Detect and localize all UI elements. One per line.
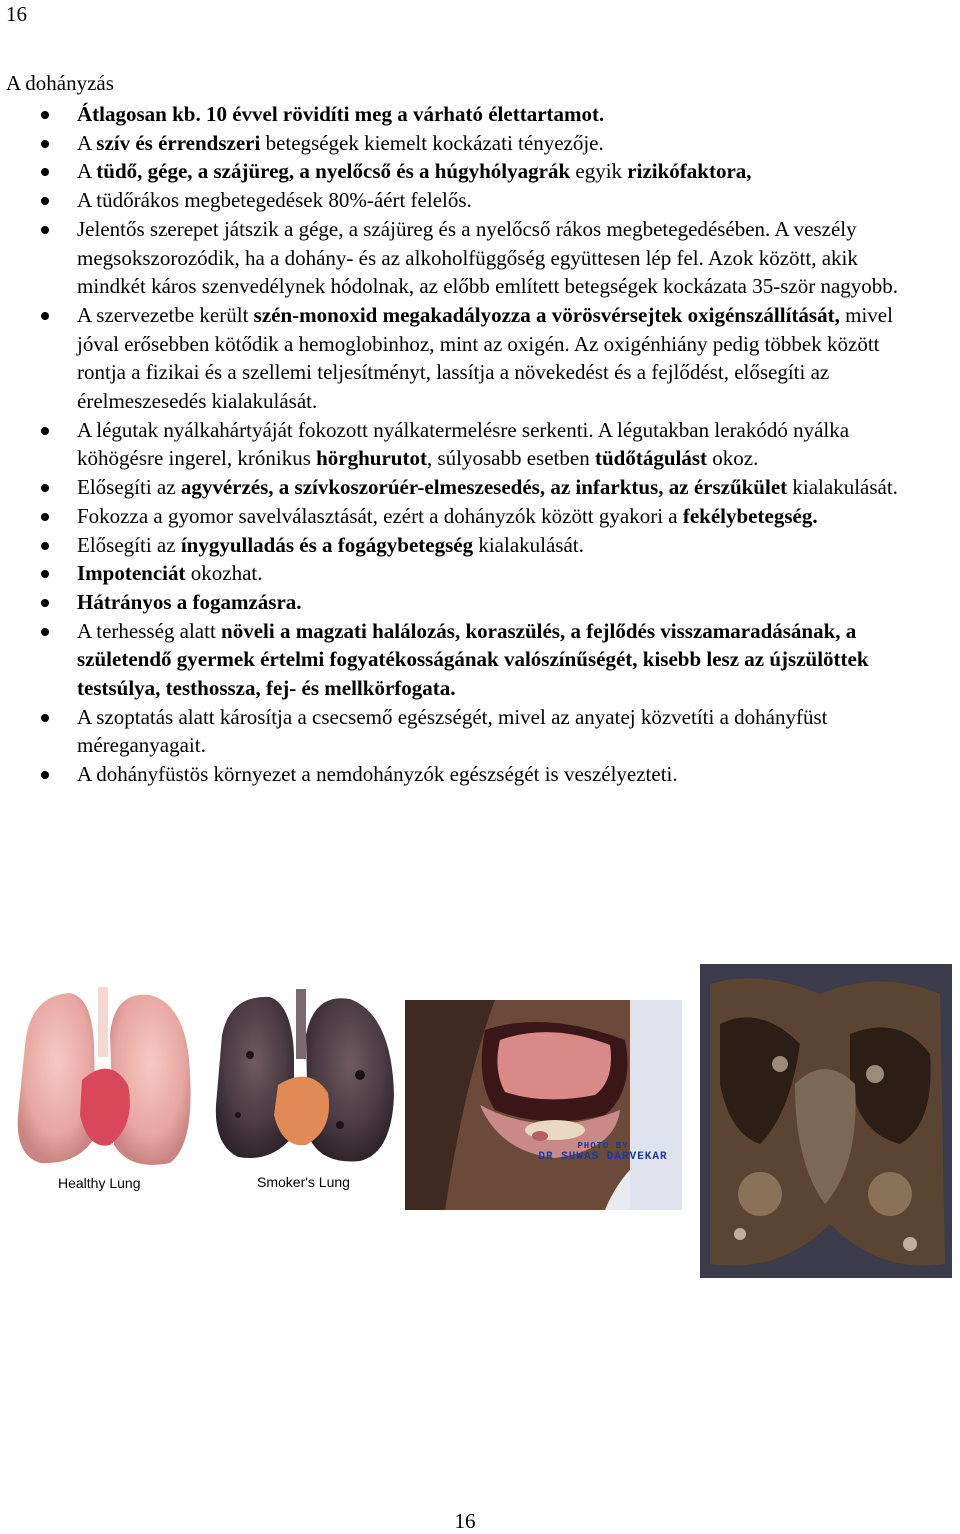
bullet-dot-icon — [41, 570, 49, 578]
bullet-item — [0, 157, 930, 186]
bullet-list — [0, 100, 930, 789]
bullet-dot-icon — [41, 427, 49, 435]
bullet-text: , súlyosabb esetben — [426, 446, 595, 471]
lung-specimen-photo — [700, 964, 952, 1278]
bullet-item — [0, 100, 930, 129]
bullet-dot-icon — [41, 168, 49, 176]
bullet-text-bold: Impotenciát — [77, 561, 186, 586]
bullet-text-bold: ínygyulladás és a fogágybetegség — [180, 532, 474, 557]
bullet-item — [0, 186, 930, 215]
bullet-dot-icon — [41, 771, 49, 779]
bullet-text: okoz. — [707, 446, 759, 471]
bullet-item — [0, 473, 930, 502]
bullet-item — [0, 617, 930, 703]
bullet-item — [0, 129, 930, 158]
bullet-item — [0, 531, 930, 560]
bullet-dot-icon — [41, 226, 49, 234]
bullet-text-bold: szén-monoxid megakadályozza a vörösvérsejtek oxigénszállítását, — [253, 302, 840, 327]
photo-credit-line-2: DR SUWAS DARVEKAR — [538, 1151, 668, 1163]
bullet-text-bold: Hátrányos a fogamzásra. — [77, 589, 302, 614]
bullet-item — [0, 416, 930, 473]
page-number-top: 16 — [6, 2, 27, 26]
bullet-text: Elősegíti az — [77, 475, 181, 500]
bullet-text: egyik — [570, 159, 628, 184]
bullet-dot-icon — [41, 484, 49, 492]
bullet-text: A terhesség alatt — [77, 618, 222, 643]
bullet-text: mivel jóval erősebben kötődik a hemoglobinhoz, mint az oxigén. Az oxigénhiány pedig többek között rontja a fizikai és a szellemi teljesítményt, lassítja a növekedést és a fejlődést, elősegíti az érelmeszesedés kialakulását. — [77, 302, 893, 414]
healthy-lung-image — [18, 987, 191, 1165]
bullet-dot-icon — [41, 197, 49, 205]
bullet-text: okozhat. — [185, 561, 263, 586]
bullet-dot-icon — [41, 599, 49, 607]
bullet-text-bold: rizikófaktora, — [627, 159, 752, 184]
bullet-text-bold: fekélybetegség. — [682, 503, 818, 528]
bullet-text: kialakulását. — [473, 532, 584, 557]
bullet-text-bold: szív és érrendszeri — [96, 130, 261, 155]
bullet-dot-icon — [41, 513, 49, 521]
lungs-illustration — [10, 985, 400, 1200]
healthy-lung-caption: Healthy Lung — [58, 1175, 141, 1191]
bullet-text: A légutak nyálkahártyáját fokozott nyálkatermelésre serkenti. A légutakban lerakódó nyálka köhögésre ingerel, krónikus — [77, 417, 850, 471]
bullet-text-bold: tüdőtágulást — [594, 446, 707, 471]
bullet-text: A tüdőrákos megbetegedések 80%-áért felelős. — [77, 188, 472, 213]
bullet-item — [0, 502, 930, 531]
bullet-item — [0, 215, 930, 301]
bullet-item — [0, 301, 930, 416]
bullet-dot-icon — [41, 542, 49, 550]
mouth-lesion-photo — [405, 1000, 682, 1210]
bullet-item — [0, 588, 930, 617]
photo-credit — [523, 1141, 682, 1163]
bullet-text: A — [77, 159, 97, 184]
bullet-text: Fokozza a gyomor savelválasztását, ezért a dohányzók között gyakori a — [77, 503, 683, 528]
bullet-dot-icon — [41, 714, 49, 722]
lung-specimen-figure — [700, 964, 952, 1278]
bullet-text: A dohányfüstös környezet a nemdohányzók egészségét is veszélyezteti. — [77, 762, 678, 787]
bullet-dot-icon — [41, 111, 49, 119]
bullet-text: betegségek kiemelt kockázati tényezője. — [260, 130, 604, 155]
bullet-text-bold: Átlagosan kb. 10 évvel rövidíti meg a várható élettartamot. — [77, 102, 605, 126]
mouth-lesion-figure — [405, 1000, 682, 1210]
page-number-bottom: 16 — [454, 1509, 476, 1533]
bullet-text-bold: tüdő, gége, a szájüreg, a nyelőcső és a húgyhólyagrák — [96, 159, 571, 184]
bullet-text: Jelentős szerepet játszik a gége, a szájüreg és a nyelőcső rákos megbetegedésében. A veszély megsokszorozódik, ha a dohány- és az alkoholfüggőség együttesen lép fel. Azok között, akik mindkét káros szenvedélynek hódolnak, az előbb említett betegségek kockázata 35-ször nagyobb. — [77, 216, 899, 299]
photo-credit-line-1: PHOTO BY — [577, 1141, 629, 1151]
bullet-text: A — [77, 130, 97, 155]
smokers-lung-caption: Smoker's Lung — [257, 1174, 350, 1190]
lungs-comparison-figure — [10, 985, 400, 1200]
bullet-dot-icon — [41, 628, 49, 636]
bullet-text: kialakulását. — [787, 475, 898, 500]
bullet-item — [0, 760, 930, 789]
smokers-lung-image — [216, 989, 394, 1161]
bullet-text: A szoptatás alatt károsítja a csecsemő egészségét, mivel az anyatej közvetíti a dohányfüst méreganyagait. — [77, 704, 828, 758]
bullet-text-bold: növeli a magzati halálozás, koraszülés, a fejlődés visszamaradásának, a születendő gyermek értelmi fogyatékosságának valószínűségét, kisebb lesz az újszülöttek testsúlya, testhossza, fej- és mellkörfogata. — [77, 618, 869, 701]
bullet-item — [0, 559, 930, 588]
bullet-dot-icon — [41, 140, 49, 148]
bullet-text: Elősegíti az — [77, 532, 181, 557]
section-heading: A dohányzás — [6, 71, 114, 95]
bullet-text-bold: hörghurutot — [316, 446, 427, 471]
bullet-dot-icon — [41, 312, 49, 320]
bullet-text: A szervezetbe került — [77, 302, 254, 327]
bullet-item — [0, 703, 930, 760]
bullet-text-bold: agyvérzés, a szívkoszorúér-elmeszesedés, az infarktus, az érszűkület — [180, 475, 788, 500]
